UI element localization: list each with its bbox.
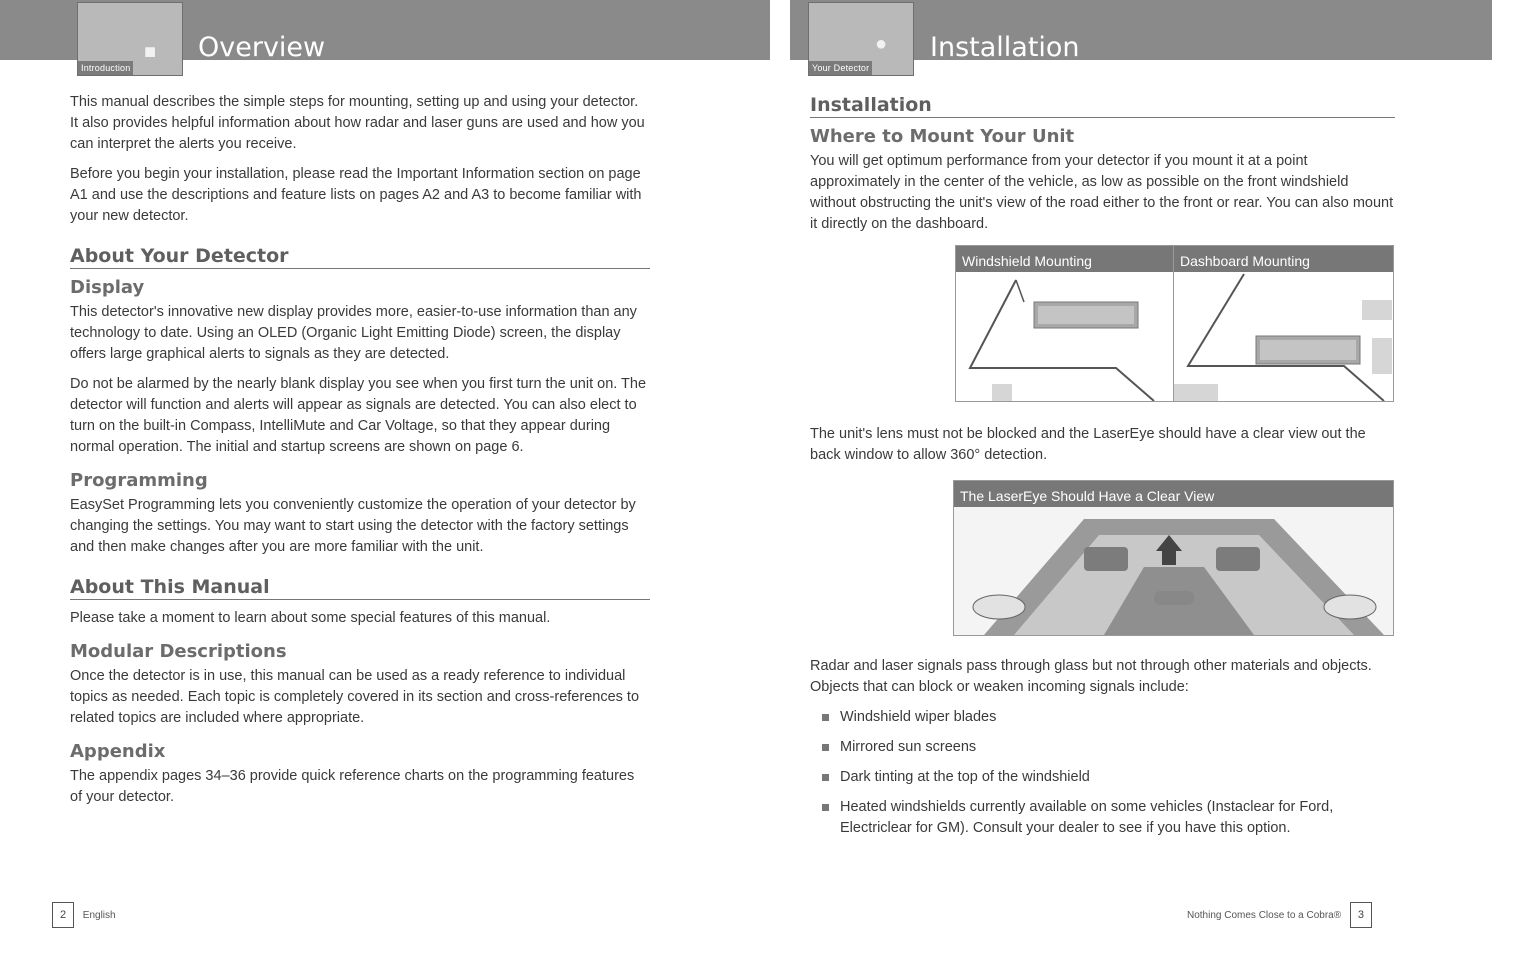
book-icon: ■ [144,41,157,63]
section-tab-label: Your Detector [809,61,872,75]
programming-heading: Programming [70,470,208,491]
page-number: 2 [52,902,74,928]
installation-heading: Installation [810,94,1395,118]
page-title-overview: Overview [198,32,326,63]
footer-slogan: Nothing Comes Close to a Cobra® [1187,909,1342,921]
appendix-heading: Appendix [70,741,166,762]
mount-paragraph: You will get optimum performance from your detector if you mount it at a point approximately in the center of the vehicle, as low as possible on the front windshield without obstructing the unit's view of the road either to the front or rear. You can also mount it directly on the dashboard. [810,153,1394,232]
appendix-paragraph: The appendix pages 34–36 provide quick reference charts on the programming features of your detector. [70,768,635,805]
left-page [70,92,650,817]
list-item: Mirrored sun screens [810,737,1395,758]
dashboard-mounting-illustration [1174,272,1393,401]
about-detector-heading: About Your Detector [70,245,650,269]
modular-descriptions-heading: Modular Descriptions [70,641,287,662]
about-manual-heading: About This Manual [70,576,650,600]
list-item: Heated windshields currently available on some vehicles (Instaclear for Ford, Electriclear for GM). Consult your dealer to see if you have this option. [810,797,1395,839]
footer-language: English [82,909,116,921]
modular-descriptions-paragraph: Once the detector is in use, this manual can be used as a ready reference to individual topics as needed. Each topic is completely covered in its section and cross-references to related topics are included where appropriate. [70,668,640,726]
windshield-mounting-panel [956,246,1174,401]
signals-paragraph: Radar and laser signals pass through glass but not through other materials and objects. Objects that can block or weaken incoming signals include: [810,658,1372,695]
page-number: 3 [1350,902,1372,928]
where-to-mount-heading: Where to Mount Your Unit [810,126,1075,147]
mounting-figure [955,245,1394,402]
laser-eye-figure [953,480,1394,636]
intro-paragraph-2: Before you begin your installation, please read the Important Information section on page A1 and use the descriptions and feature lists on pages A2 and A3 to become familiar with your new detector. [70,166,642,224]
right-footer [1187,902,1372,928]
display-heading: Display [70,277,145,298]
left-footer [52,902,116,928]
rear-window-illustration [954,507,1393,635]
detector-icon: ● [875,33,888,55]
intro-paragraph-1: This manual describes the simple steps for mounting, setting up and using your detector. It also provides helpful information about how radar and laser guns are used and how you can interpret the alerts you receive. [70,94,645,152]
lens-paragraph: The unit's lens must not be blocked and the LaserEye should have a clear view out the back window to allow 360° detection. [810,426,1366,463]
section-tab-label: Introduction [78,61,133,75]
list-item: Windshield wiper blades [810,707,1395,728]
page-title-installation: Installation [930,32,1080,63]
section-tab-introduction [77,2,183,76]
about-manual-paragraph: Please take a moment to learn about some special features of this manual. [70,610,551,626]
dashboard-mounting-label: Dashboard Mounting [1174,246,1393,272]
windshield-mounting-label: Windshield Mounting [956,246,1173,272]
display-paragraph-2: Do not be alarmed by the nearly blank display you see when you first turn the unit on. The detector will function and alerts will appear as signals are detected. You can also elect to turn on the built-in Compass, IntelliMute and Car Voltage, so that they appear during normal operation. The initial and startup screens are shown on page 6. [70,376,647,455]
laser-eye-figure-label: The LaserEye Should Have a Clear View [954,481,1393,507]
list-item: Dark tinting at the top of the windshield [810,767,1395,788]
section-tab-your-detector [808,2,914,76]
programming-paragraph: EasySet Programming lets you conveniently customize the operation of your detector by changing the settings. You may want to start using the detector with the factory settings and then make changes after you are more familiar with the unit. [70,497,636,555]
right-page [810,94,1395,848]
blocking-objects-list [810,707,1395,839]
display-paragraph-1: This detector's innovative new display provides more, easier-to-use information than any technology to date. Using an OLED (Organic Light Emitting Diode) screen, the display offers large graphical alerts to signals as they are detected. [70,304,637,362]
windshield-mounting-illustration [956,272,1173,401]
dashboard-mounting-panel [1174,246,1393,401]
